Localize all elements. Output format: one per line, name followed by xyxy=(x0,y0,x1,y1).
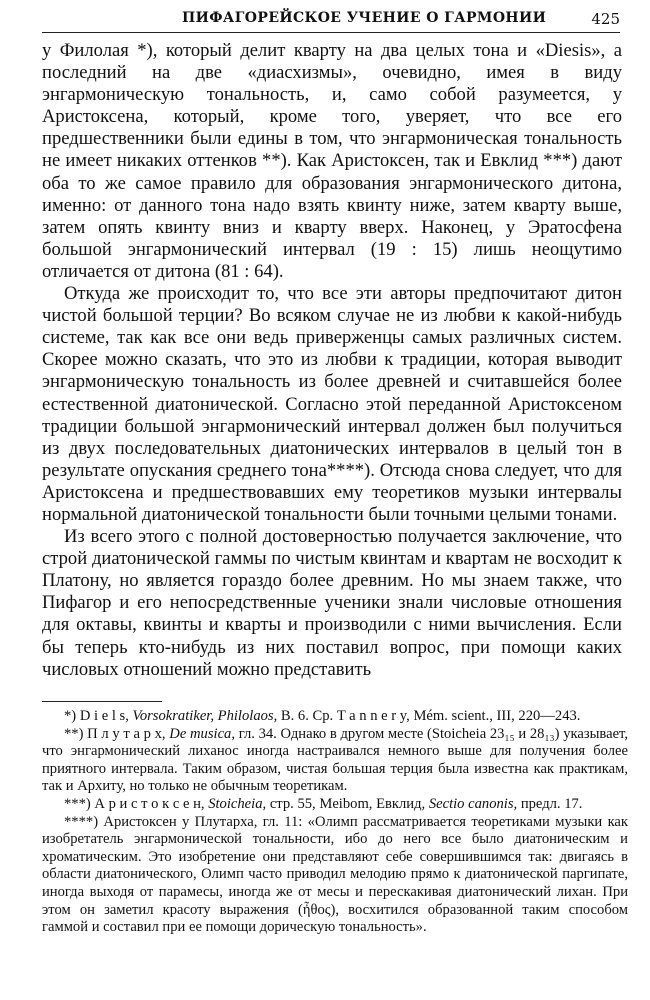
footnote-3-title2: Sectio canonis, xyxy=(428,795,518,812)
footnote-4-text: Аристоксен у Плутарха, гл. 11: «Олимп рассматривается теоретиками музыки как изобретатель энгармонической тональности, ибо до него все было диатоническим и хроматическим. Это изобретение они представляют себе совершившимся так: двигаясь в области диатонического, Олимп часто приводил мелодию прямо к диатонической паргипате, иногда выходя от парамесы, иногда же от месы и перескакивая диатонический лихан. При этом он заметил красоту выражения (ἦθος), восхитился образованной таким способом гаммой и составил при ее помощи дорическую тональность». xyxy=(42,813,629,936)
page-number: 425 xyxy=(591,10,620,28)
footnote-2-mark: **) xyxy=(64,725,88,742)
footnote-rule xyxy=(42,701,162,702)
footnote-2-author: П л у т а р х, xyxy=(87,725,166,742)
footnote-1 xyxy=(42,708,628,726)
footnote-3-author: А р и с т о к с е н, xyxy=(94,795,205,812)
footnote-3-middle: стр. 55, Meibom, Евклид, xyxy=(266,795,429,812)
footnote-1-title: Vorsokratiker, Philolaos, xyxy=(132,708,278,724)
footnote-1-mark: *) xyxy=(64,708,80,724)
paragraph-1: у Филолая *), который делит кварту на два целых тона и «Diesis», а последний на две «диасхизмы», очевидно, имея в виду энгармоническую тональность, и, само собой разумеется, у Аристоксена, который, кроме того, уверяет, что все его предшественники были едины в том, что энгармоническая тональность не имеет никаких оттенков **). Как Аристоксен, так и Евклид ***) дают оба то же самое правило для образования энгармонического дитона, именно: от данного тона надо взять квинту ниже, затем кварту выше, затем опять квинту вниз и кварту вверх. Наконец, у Эратосфена большой энгармонический интервал (19 : 15) лишь неощутимо отличается от дитона (81 : 64). xyxy=(42,40,622,282)
footnotes xyxy=(42,708,628,937)
footnote-3-mark: ***) xyxy=(64,795,95,812)
footnote-4 xyxy=(42,814,628,937)
footnote-2-rest: гл. 34. Однако в другом месте (Stoicheia 23₁₅ и 28₁₃) указывает, что энгармонический лиханос иногда настраивался немного выше для получения более приятного интервала. Таким образом, чистая большая терция была известна как практикам, так и Архиту, но только не обычным теоретикам. xyxy=(42,725,628,795)
footnote-3 xyxy=(42,796,628,814)
header-rule xyxy=(42,32,620,33)
paragraph-3: Из всего этого с полной достоверностью получается заключение, что строй диатонической гаммы по чистым квинтам и квартам не восходит к Платону, но является гораздо более древним. Но мы знаем также, что Пифагор и его непосредственные ученики знали числовые отношения для октавы, квинты и кварты и производили с ними вычисления. Если бы теперь кто-нибудь из них поставил вопрос, при помощи каких числовых отношений можно представить xyxy=(42,526,622,680)
footnote-2 xyxy=(42,726,628,796)
main-text xyxy=(42,40,622,681)
footnote-3-rest: предл. 17. xyxy=(517,795,583,812)
footnote-3-title: Stoicheia, xyxy=(208,795,267,812)
running-head: ПИФАГОРЕЙСКОЕ УЧЕНИЕ О ГАРМОНИИ xyxy=(182,10,547,26)
footnote-1-author: D i e l s, xyxy=(79,708,129,724)
footnote-1-rest: B. 6. Ср. T a n n e r y, Mém. scient., III, 220—243. xyxy=(277,708,581,724)
footnote-4-mark: ****) xyxy=(64,813,104,830)
paragraph-2: Откуда же происходит то, что все эти авторы предпочитают дитон чистой большой терции? Во всяком случае не из любви к какой-нибудь системе, так как все они ведь приверженцы самых различных систем. Скорее можно сказать, что это из любви к традиции, которая выводит энгармоническую тональность из более древней и считавшейся более естественной диатонической. Согласно этой переданной Аристоксеном традиции большой энгармонический интервал должен был получиться из двух последовательных диатонических интервалов в целый тон в результате опускания среднего тона****). Отсюда снова следует, что для Аристоксена и предшествовавших ему теоретиков музыки интервалы нормальной диатонической тональности были точными целыми тонами. xyxy=(42,283,622,525)
footnote-2-title: De musica, xyxy=(169,725,235,742)
page-header xyxy=(42,10,620,34)
